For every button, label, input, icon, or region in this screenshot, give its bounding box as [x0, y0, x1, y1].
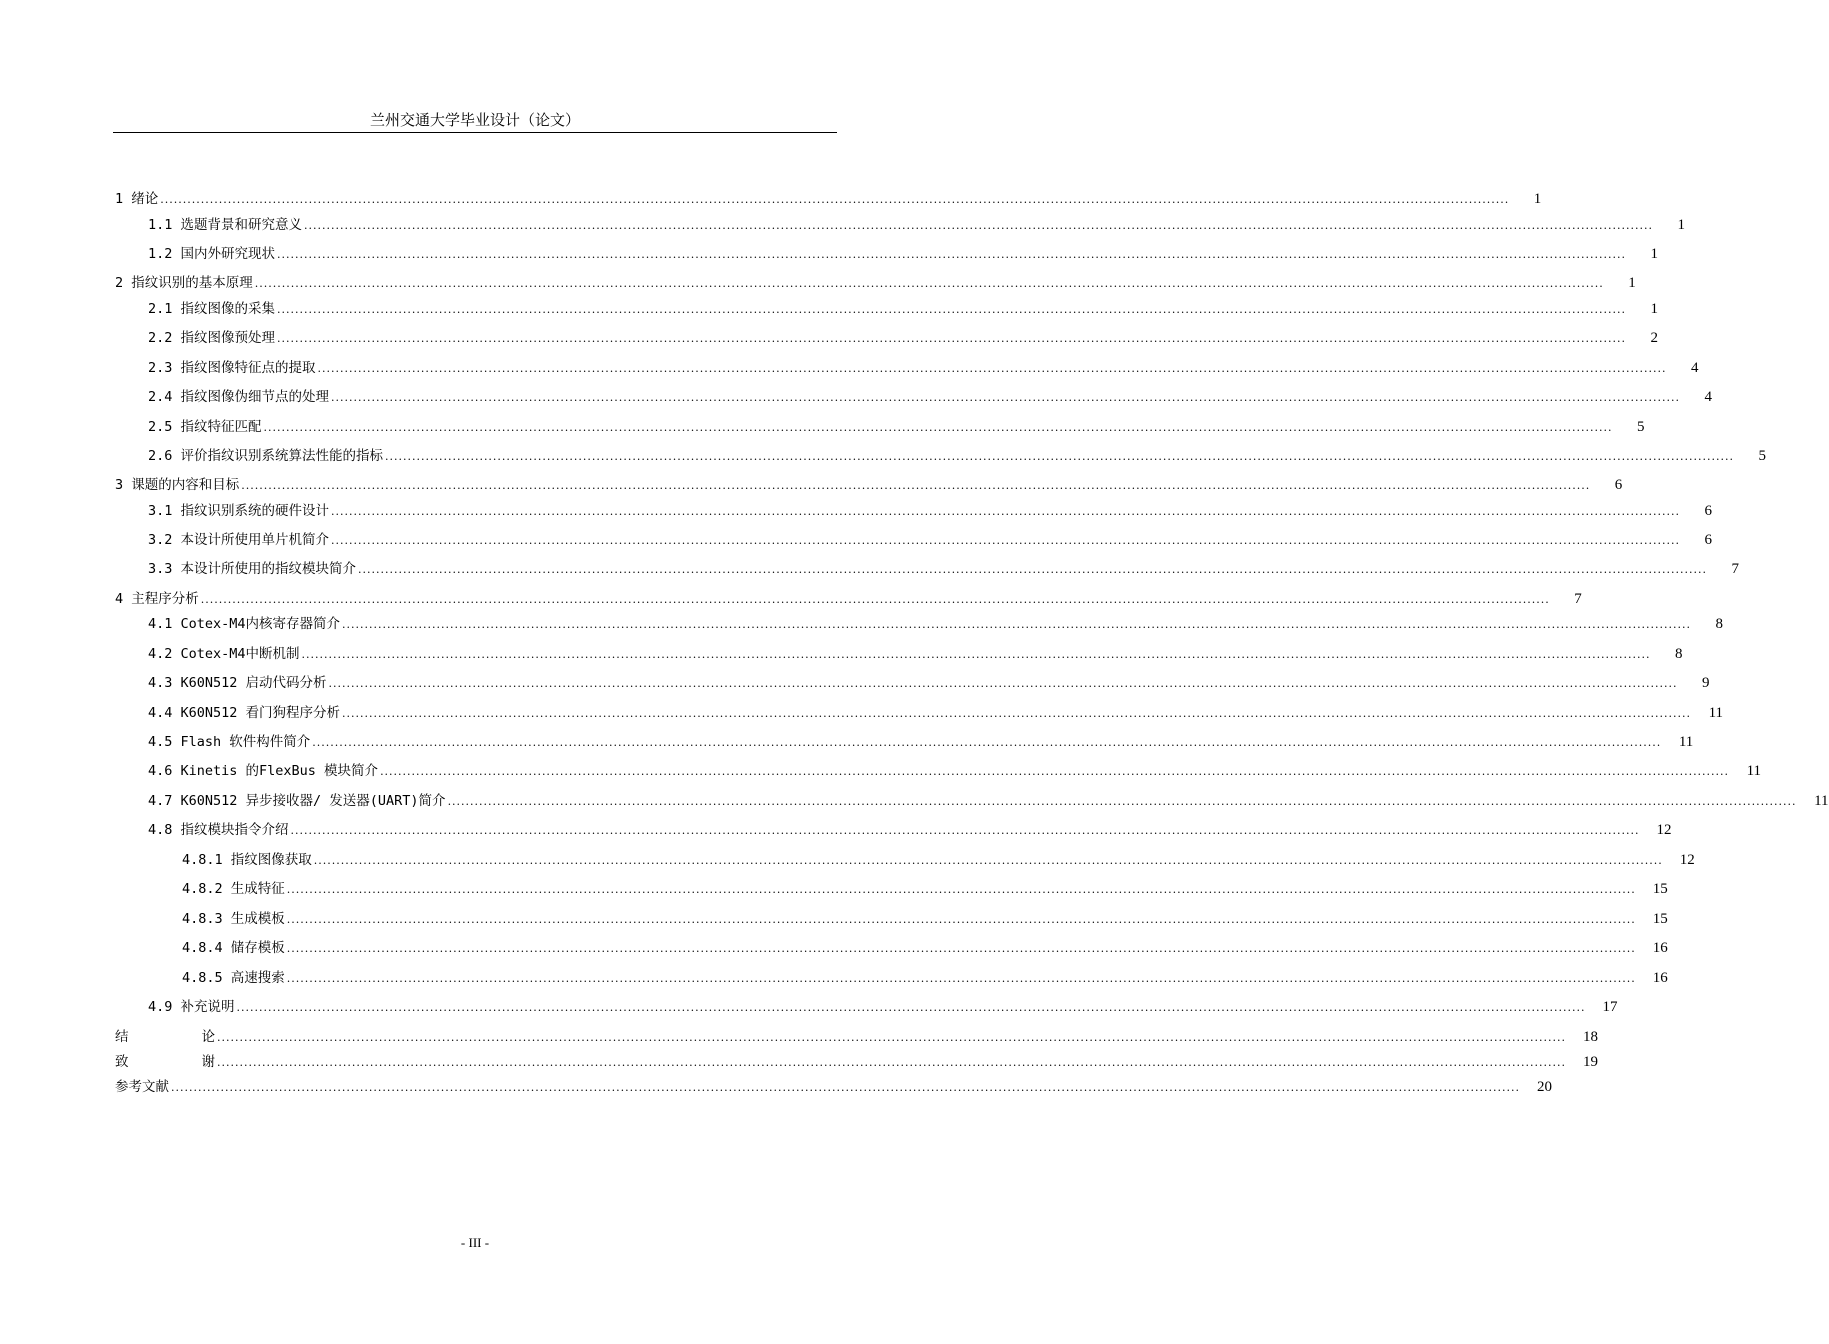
toc-entry-page: 16 — [1652, 940, 1668, 956]
toc-leader-dots: ............................................................................................................................................................................................................................................................................................................ — [263, 421, 1613, 434]
toc-entry-page: 8 — [1675, 646, 1683, 662]
toc-entry[interactable] — [115, 908, 1668, 930]
page-footer — [0, 1235, 950, 1251]
toc-entry-page: 1 — [1533, 191, 1542, 207]
toc-entry-page: 1 — [1650, 301, 1658, 317]
toc-leader-dots: ............................................................................................................................................................................................................................................................................................................ — [277, 248, 1626, 261]
toc-entry[interactable] — [115, 1051, 1598, 1073]
toc-entry[interactable] — [115, 588, 1582, 610]
toc-entry-label: 结 论 — [115, 1029, 215, 1045]
toc-leader-dots: ............................................................................................................................................................................................................................................................................................................ — [286, 972, 1636, 985]
toc-entry-label: 2.4 指纹图像伪细节点的处理 — [148, 389, 330, 405]
toc-leader-dots: ............................................................................................................................................................................................................................................................................................................ — [312, 736, 1662, 749]
toc-entry-label: 1.1 选题背景和研究意义 — [148, 217, 303, 233]
toc-entry-label: 3 课题的内容和目标 — [115, 477, 240, 493]
toc-leader-dots: ............................................................................................................................................................................................................................................................................................................ — [290, 824, 1640, 837]
toc-leader-dots: ............................................................................................................................................................................................................................................................................................................ — [160, 193, 1510, 206]
toc-leader-dots: ............................................................................................................................................................................................................................................................................................................ — [304, 219, 1653, 232]
page-number: - III - — [460, 1235, 490, 1250]
toc-entry-page: 15 — [1652, 881, 1668, 897]
toc-entry-page: 19 — [1582, 1054, 1598, 1070]
toc-entry[interactable] — [115, 327, 1658, 349]
toc-leader-dots: ............................................................................................................................................................................................................................................................................................................ — [385, 450, 1734, 463]
toc-leader-dots: ............................................................................................................................................................................................................................................................................................................ — [277, 332, 1626, 345]
toc-entry-page: 12 — [1679, 852, 1695, 868]
toc-entry-page: 11 — [1678, 734, 1694, 750]
toc-entry[interactable] — [115, 760, 1762, 782]
toc-entry-label: 致 谢 — [115, 1054, 215, 1070]
toc-entry-page: 5 — [1637, 419, 1645, 435]
toc-leader-dots: ............................................................................................................................................................................................................................................................................................................ — [358, 563, 1707, 576]
toc-entry[interactable] — [115, 672, 1710, 694]
toc-entry[interactable] — [115, 643, 1683, 665]
toc-leader-dots: ............................................................................................................................................................................................................................................................................................................ — [277, 303, 1626, 316]
toc-entry-label: 4.7 K60N512 异步接收器/ 发送器(UART)简介 — [148, 793, 446, 809]
toc-entry-label: 2.6 评价指纹识别系统算法性能的指标 — [148, 448, 384, 464]
toc-entry-page: 18 — [1582, 1029, 1598, 1045]
toc-entry-label: 4 主程序分析 — [115, 591, 199, 607]
toc-entry-label: 3.1 指纹识别系统的硬件设计 — [148, 503, 330, 519]
toc-entry[interactable] — [115, 272, 1636, 294]
toc-entry-label: 4.2 Cotex-M4中断机制 — [148, 646, 300, 662]
toc-leader-dots: ............................................................................................................................................................................................................................................................................................................ — [342, 707, 1692, 720]
toc-entry[interactable] — [115, 298, 1658, 320]
toc-entry-page: 8 — [1715, 616, 1724, 632]
toc-entry-page: 11 — [1746, 763, 1762, 779]
toc-entry-page: 9 — [1702, 675, 1710, 691]
toc-leader-dots: ............................................................................................................................................................................................................................................................................................................ — [171, 1081, 1520, 1094]
toc-entry[interactable] — [115, 1026, 1598, 1048]
toc-leader-dots: ............................................................................................................................................................................................................................................................................................................ — [200, 593, 1550, 606]
toc-entry-label: 2.5 指纹特征匹配 — [148, 419, 262, 435]
toc-leader-dots: ............................................................................................................................................................................................................................................................................................................ — [286, 913, 1636, 926]
toc-leader-dots: ............................................................................................................................................................................................................................................................................................................ — [217, 1031, 1566, 1044]
toc-entry-page: 7 — [1574, 591, 1582, 607]
toc-entry-label: 4.8 指纹模块指令介绍 — [148, 822, 289, 838]
toc-entry-label: 2.1 指纹图像的采集 — [148, 301, 276, 317]
toc-entry-label: 3.2 本设计所使用单片机简介 — [148, 532, 330, 548]
toc-entry[interactable] — [115, 849, 1695, 871]
toc-entry-label: 2 指纹识别的基本原理 — [115, 275, 253, 291]
toc-entry-label: 4.1 Cotex-M4内核寄存器简介 — [148, 616, 341, 632]
toc-entry[interactable] — [115, 702, 1724, 724]
toc-entry[interactable] — [115, 529, 1712, 551]
toc-entry-label: 4.9 补充说明 — [148, 999, 235, 1015]
toc-entry-label: 1.2 国内外研究现状 — [148, 246, 276, 262]
toc-entry-page: 17 — [1602, 999, 1618, 1015]
toc-entry-page: 1 — [1628, 275, 1636, 291]
toc-entry-label: 4.8.5 高速搜索 — [182, 970, 285, 986]
toc-entry[interactable] — [115, 878, 1668, 900]
toc-entry-page: 11 — [1814, 793, 1829, 809]
toc-entry-page: 1 — [1650, 246, 1658, 262]
toc-entry[interactable] — [115, 937, 1668, 959]
toc-entry-label: 4.8.1 指纹图像获取 — [182, 852, 312, 868]
toc-entry-label: 2.2 指纹图像预处理 — [148, 330, 276, 346]
toc-entry-label: 3.3 本设计所使用的指纹模块简介 — [148, 561, 357, 577]
toc-entry-page: 16 — [1652, 970, 1668, 986]
toc-entry[interactable] — [115, 474, 1623, 496]
toc-leader-dots: ............................................................................................................................................................................................................................................................................................................ — [447, 795, 1797, 808]
toc-leader-dots: ............................................................................................................................................................................................................................................................................................................ — [331, 534, 1680, 547]
toc-entry-label: 1 绪论 — [115, 191, 159, 207]
toc-leader-dots: ............................................................................................................................................................................................................................................................................................................ — [241, 479, 1591, 492]
toc-leader-dots: ............................................................................................................................................................................................................................................................................................................ — [217, 1056, 1566, 1069]
toc-entry[interactable] — [115, 386, 1712, 408]
toc-leader-dots: ............................................................................................................................................................................................................................................................................................................ — [286, 883, 1636, 896]
toc-entry-label: 参考文献 — [115, 1079, 169, 1095]
toc-entry-page: 4 — [1704, 389, 1712, 405]
toc-entry-page: 6 — [1614, 477, 1623, 493]
toc-leader-dots: ............................................................................................................................................................................................................................................................................................................ — [254, 277, 1604, 290]
toc-entry[interactable] — [115, 214, 1685, 236]
toc-entry-label: 4.8.3 生成模板 — [182, 911, 285, 927]
toc-entry[interactable] — [115, 819, 1672, 841]
toc-entry[interactable] — [115, 357, 1699, 379]
toc-entry-page: 1 — [1677, 217, 1685, 233]
toc-entry-label: 4.3 K60N512 启动代码分析 — [148, 675, 327, 691]
toc-entry-label: 4.6 Kinetis 的FlexBus 模块简介 — [148, 763, 379, 779]
toc-entry[interactable] — [115, 613, 1724, 635]
toc-entry[interactable] — [115, 790, 1829, 812]
toc-entry[interactable] — [115, 500, 1712, 522]
toc-entry[interactable] — [115, 445, 1766, 467]
toc-entry-label: 4.5 Flash 软件构件简介 — [148, 734, 311, 750]
toc-entry-page: 6 — [1704, 503, 1712, 519]
toc-entry-label: 4.8.4 储存模板 — [182, 940, 285, 956]
toc-entry-label: 4.4 K60N512 看门狗程序分析 — [148, 705, 341, 721]
page-header — [113, 108, 837, 133]
toc-entry[interactable] — [115, 1076, 1552, 1098]
toc-leader-dots: ............................................................................................................................................................................................................................................................................................................ — [236, 1001, 1586, 1014]
toc-entry-page: 12 — [1656, 822, 1672, 838]
toc-leader-dots: ............................................................................................................................................................................................................................................................................................................ — [286, 942, 1636, 955]
toc-entry-page: 2 — [1650, 330, 1658, 346]
toc-leader-dots: ............................................................................................................................................................................................................................................................................................................ — [342, 618, 1692, 631]
toc-entry-page: 15 — [1652, 911, 1668, 927]
toc-leader-dots: ............................................................................................................................................................................................................................................................................................................ — [317, 362, 1667, 375]
toc-entry[interactable] — [115, 416, 1645, 438]
toc-entry-page: 7 — [1731, 561, 1739, 577]
toc-entry-label: 4.8.2 生成特征 — [182, 881, 285, 897]
toc-entry-page: 5 — [1758, 448, 1766, 464]
toc-entry[interactable] — [115, 967, 1668, 989]
toc-entry-page: 20 — [1536, 1079, 1552, 1095]
toc-entry-label: 2.3 指纹图像特征点的提取 — [148, 360, 316, 376]
toc-leader-dots: ............................................................................................................................................................................................................................................................................................................ — [328, 677, 1678, 690]
toc-entry-page: 6 — [1704, 532, 1712, 548]
toc-leader-dots: ............................................................................................................................................................................................................................................................................................................ — [380, 765, 1730, 778]
toc-entry[interactable] — [115, 188, 1542, 210]
toc-entry[interactable] — [115, 731, 1694, 753]
toc-leader-dots: ............................................................................................................................................................................................................................................................................................................ — [301, 648, 1651, 661]
toc-entry[interactable] — [115, 558, 1739, 580]
header-title: 兰州交通大学毕业设计（论文） — [369, 111, 580, 129]
toc-leader-dots: ............................................................................................................................................................................................................................................................................................................ — [313, 854, 1663, 867]
toc-entry[interactable] — [115, 243, 1658, 265]
toc-leader-dots: ............................................................................................................................................................................................................................................................................................................ — [331, 505, 1680, 518]
toc-entry-page: 11 — [1708, 705, 1724, 721]
toc-entry[interactable] — [115, 996, 1618, 1018]
toc-entry-page: 4 — [1691, 360, 1699, 376]
toc-leader-dots: ............................................................................................................................................................................................................................................................................................................ — [331, 391, 1680, 404]
